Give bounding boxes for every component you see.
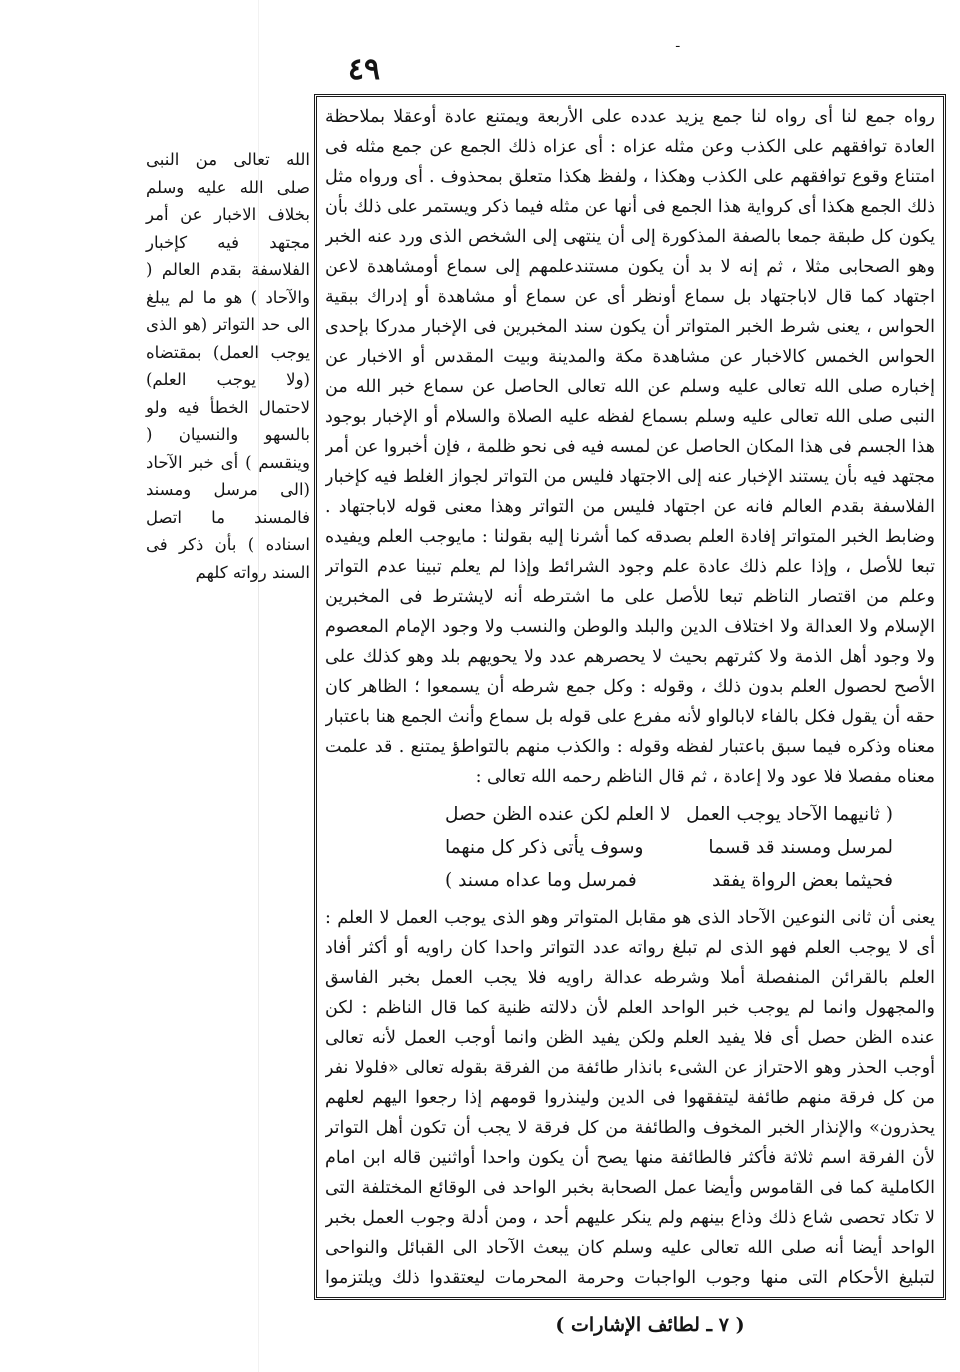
poem-hemistich-left: لا العلم لكن عنده الظن حصل: [445, 804, 671, 825]
footer-title: ( ٧ ـ لطائف الإشارات ): [555, 1314, 745, 1336]
main-text-body: [325, 102, 935, 1291]
poem-hemistich-right: لمرسل ومسند قد قسما: [708, 837, 893, 858]
margin-text: الله تعالى من النبى صلى الله عليه وسلم بخلاف الاخبار عن أمر مجتهد فيه كإخبار الفلاسفة بقدم العالم ( والآحاد ) هو ما لم يبلغ الى حد التواتر (هو الذى يوجب العمل) بمقتضاه (ولا يوجب العلم) لاحتمال الخطأ فيه ولو بالسهو والنسيان ( وينقسم ) أى خبر الآحاد (الى مرسل ومسند فالمسند ما اتصل اسناده ) بأن ذكر فى السند رواته كلهم: [146, 150, 310, 582]
poem-hemistich-left: فمرسل وما عداه مسند ): [445, 870, 637, 891]
main-text-frame: [314, 94, 946, 1300]
page-number: ٤٩: [347, 52, 381, 87]
main-paragraph-2: يعنى أن ثانى النوعين الآحاد الذى هو مقابل المتواتر وهو الذى يوجب العمل لا العلم : أى لا يوجب العلم فهو الذى لم تبلغ رواته عدد التواتر واحدا كان راويه أو أكثر أفاد العلم بالقرائن المنفصلة أملا وشرطه عدالة راويه فلا يجب العمل بخبر الفاسق والمجهول وانما لم يوجب خبر الواحد العلم لأن دلالته ظنية كما قال الناظم : لكن عنده الظن حصل أى فلا يفيد العلم ولكن يفيد الظن وانما أوجب العمل لأنه تعالى أوجب الحذر وهو الاحتراز عن الشىء بانذار طائفة من الفرقة بقوله تعالى «فلولا نفر من كل فرقة منهم طائفة ليتفقهوا فى الدين ولينذروا قومهم إذا رجعوا اليهم لعلهم يحذرون» والإنذار الخبر المخوف والطائفة من كل فرقة لا يجب أن تكون أهل التواتر لأن الفرقة اسم ثلاثة فأكثر فالطائفة منها يصح أن يكون واحدا أواثنين قاله ابن امام الكاملية كما فى القاموس وأيضا عمل الصحابة بخبر الواحد فى الوقائع المختلفة التى لا تكاد تحصى شاع ذلك وذاع بينهم ولم ينكر عليهم أحد ، ومن أدلة وجوب العمل بخبر الواحد أيضا أنه صلى الله تعالى عليه وسلم كان يبعث الآحاد الى القبائل والنواحى لتبليغ الأحكام التى منها وجوب الواجبات وحرمة المحرمات ليعتقدوا ذلك ويلتزموا: [325, 908, 935, 1288]
top-mark: ـ: [676, 36, 680, 50]
poem-line: [325, 831, 935, 864]
poem-block: [325, 798, 935, 897]
poem-hemistich-right: فحيثما بعض الرواة يفقد: [712, 870, 893, 891]
poem-hemistich-right: ( ثانيهما الآحاد يوجب العمل: [686, 804, 893, 825]
margin-commentary: [146, 146, 310, 586]
poem-line: [325, 798, 935, 831]
main-paragraph-1: رواه جمع لنا أى رواه لنا جمع يزيد عدده على الأربعة ويمتنع عادة أوعقلا بملاحظة العادة توافقهم على الكذب وعن مثله عزاه : أى عزاه ذلك الجمع عن جمع مثله فى امتناع وقوع توافقهم على الكذب وهكذا ، ولفظ هكذا متعلق بمحذوف . أى ورواه مثل ذلك الجمع هكذا أى كرواية هذا الجمع فى أنها عن مثله فيما ذكر ويستمر على ذلك بأن يكون كل طبقة جمعا بالصفة المذكورة إلى أن ينتهى إلى الشخص الذى ورد عنه الخبر وهو الصحابى مثلا ، ثم إنه لا بد أن يكون مستندعلمهم إلى سماع أومشاهدة لاعن اجتهاد كما قال لاباجتهاد بل سماع أونظر أى عن سماع أو مشاهدة أو إدراك ببقية الحواس ، يعنى شرط الخبر المتواتر أن يكون سند المخبرين فى الإخبار مدركا بإحدى الحواس الخمس كالاخبار عن مشاهدة مكة والمدينة وبيت المقدس أو الاخبار عن إخباره صلى الله تعالى عليه وسلم عن الله تعالى الحاصل عن سماع خبر الله من النبى صلى الله تعالى عليه وسلم بسماع لفظه عليه الصلاة والسلام أو الإخبار بوجود هذا الجسم فى هذا المكان الحاصل عن لمسه فيه فى نحو ظلمة ، فإن أخبروا عن أمر مجتهد فيه بأن يستند الإخبار عنه إلى الاجتهاد فليس من التواتر لجواز الغلط فيه كإخبار الفلاسفة بقدم العالم فانه عن اجتهاد فليس من التواتر وهذا معنى قوله لاباجتهاد . وضابط الخبر المتواتر إفادة العلم بصدقه كما أشرنا إليه بقولنا : مايوجب العلم ويفيده تبعا للأصل ، وإذا علم ذلك عادة علم وجود الشرائط وإذا لم يعلم تبينا عدم التواتر وعلم من اقتصار الناظم تبعا للأصل على ما اشترطه أنه لايشترط فى المخبرين الإسلام ولا العدالة ولا اختلاف الدين والبلد والوطن والنسب ولا وجود الإمام المعصوم ولا وجود أهل الذمة ولا كثرتهم بحيث لا يحصرهم عدد ولا يحويهم بلد وهو كذلك على الأصح لحصول العلم بدون ذلك ، وقوله : وكل جمع شرطه أن يسمعوا ؛ الظاهر كان حقه أن يقول فكل بالفاء لابالواو لأنه مفرع على قوله بل سماع وأنث الجمع هنا باعتبار معناه وذكره فيما سبق باعتبار لفظه وقوله : والكذب منهم بالتواطؤ يمتنع . قد علمت معناه مفصلا فلا عود ولا إعادة ، ثم قال الناظم رحمه الله تعالى :: [325, 107, 935, 787]
poem-line: [325, 864, 935, 897]
poem-hemistich-left: وسوف يأتى ذكر كل منهما: [445, 837, 644, 858]
